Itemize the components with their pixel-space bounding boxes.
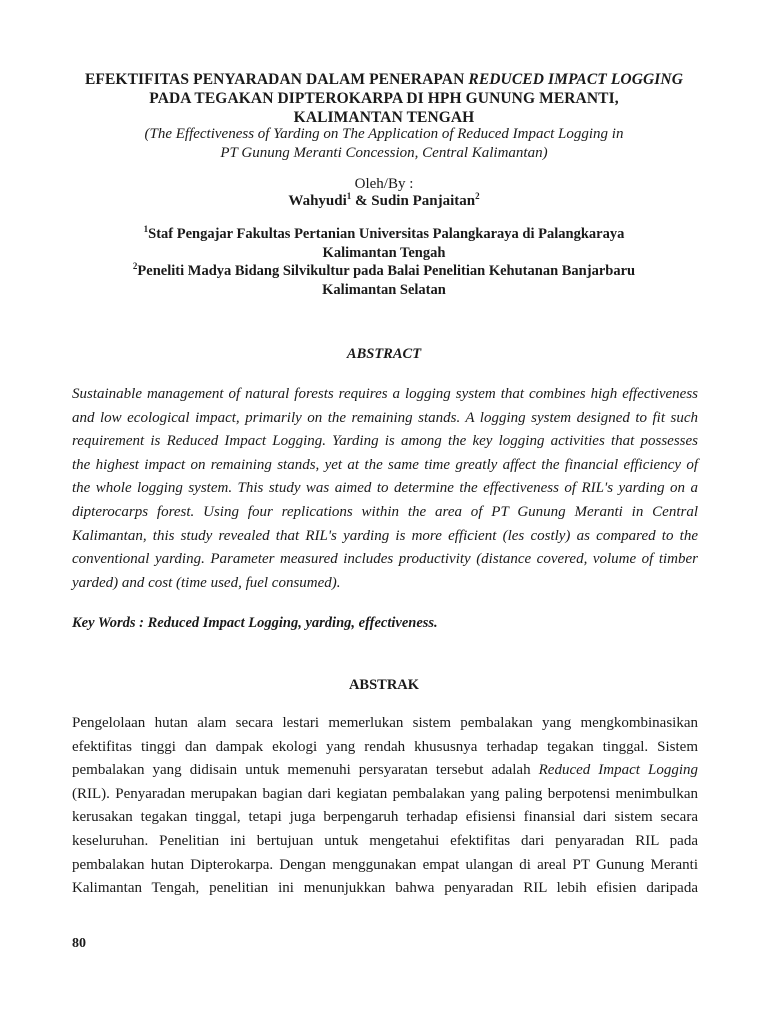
title-italic-term: REDUCED IMPACT LOGGING [468, 71, 684, 88]
author-1: Wahyudi [288, 193, 347, 209]
author-1-affiliation-mark: 1 [346, 191, 352, 201]
abstract-line: requirement is Reduced Impact Logging. Yarding is among the key logging activities that possesses [72, 433, 698, 450]
abstract-line: the whole logging system. This study was aimed to determine the effectiveness of RIL's yarding on a [72, 480, 698, 497]
affiliation-2: $^2$Peneliti Madya Bidang Silvikultur pada Balai Penelitian Kehutanan Banjarbaru Kalimantan Selatan [132, 261, 636, 298]
abstrak-line: pembalakan hutan Dipterokarpa. Dengan menggunakan empat ulangan di areal PT Gunung Meranti [72, 856, 698, 873]
abstrak-line: Kalimantan Tengah, penelitian ini menunjukkan bahwa penyaradan RIL lebih efisien daripada [72, 880, 698, 897]
abstrak-line: (RIL). Penyaradan merupakan bagian dari kegiatan pembalakan yang paling berpotensi menimbulkan [72, 785, 698, 802]
abstract-line: and low ecological impact, primarily on the remaining stands. A logging system designed to fit such [72, 409, 698, 426]
abstrak-line: kerusakan tegakan tinggal, tetapi juga berpengaruh terhadap efisiensi finansial dari sistem secara [72, 809, 698, 826]
affiliation-1: $^1$Staf Pengajar Fakultas Pertanian Universitas Palangkaraya di Palangkaraya Kalimantan Tengah [143, 224, 625, 261]
page-number: 80 [72, 936, 86, 951]
english-title-line-1: (The Effectiveness of Yarding on The Application of Reduced Impact Logging in [144, 126, 624, 142]
title-line-3: KALIMANTAN TENGAH [293, 109, 475, 126]
title-line-2: PADA TEGAKAN DIPTEROKARPA DI HPH GUNUNG MERANTI, [149, 90, 619, 107]
abstrak-body [72, 712, 698, 901]
abstract-line: the highest impact on remaining stands, yet at the same time greatly affect the financial efficiency of [72, 456, 698, 473]
abstrak-line: pembalakan yang didisain untuk memenuhi persyaratan tersebut adalah Reduced Impact Logging [72, 762, 698, 779]
abstract-line: Sustainable management of natural forests requires a logging system that combines high effectiveness [72, 386, 698, 402]
abstract-line: yarded) and cost (time used, fuel consumed). [72, 574, 341, 591]
abstrak-line: efektifitas tinggi dan dampak ekologi yang rendah khususnya terhadap tegakan tinggal. Sistem [72, 738, 698, 755]
author-2-affiliation-mark: 2 [475, 191, 480, 201]
english-title-line-2: PT Gunung Meranti Concession, Central Kalimantan) [220, 145, 548, 161]
author-separator: & [351, 193, 372, 209]
affiliations [40, 225, 728, 299]
abstrak-italic-term: Reduced Impact Logging [538, 762, 698, 779]
abstract-body [72, 383, 698, 595]
abstract-line: conventional yarding. Parameter measured includes productivity (distance covered, volume of timber [72, 551, 698, 568]
paper-title [40, 70, 728, 127]
title-line-1: EFEKTIFITAS PENYARADAN DALAM PENERAPAN REDUCED IMPACT LOGGING [84, 71, 684, 88]
abstrak-line: keseluruhan. Penelitian ini bertujuan untuk mengetahui efektifitas dari penyaradan RIL pada [72, 832, 698, 849]
keywords: Key Words : Reduced Impact Logging, yarding, effectiveness. [72, 615, 438, 631]
abstract-heading: ABSTRACT [346, 346, 422, 362]
abstract-line: Kalimantan, this study revealed that RIL's yarding is more efficient (les costly) as compared to the [72, 527, 698, 544]
abstrak-heading: ABSTRAK [348, 677, 420, 693]
abstrak-line: Pengelolaan hutan alam secara lestari memerlukan sistem pembalakan yang mengkombinasikan [72, 715, 698, 731]
english-title [40, 125, 728, 163]
author-2: Sudin Panjaitan [371, 193, 476, 209]
byline-label: Oleh/By : [354, 176, 414, 192]
author-list [40, 192, 728, 211]
abstract-line: dipterocarps forest. Using four replications within the area of PT Gunung Meranti in Central [72, 503, 698, 520]
